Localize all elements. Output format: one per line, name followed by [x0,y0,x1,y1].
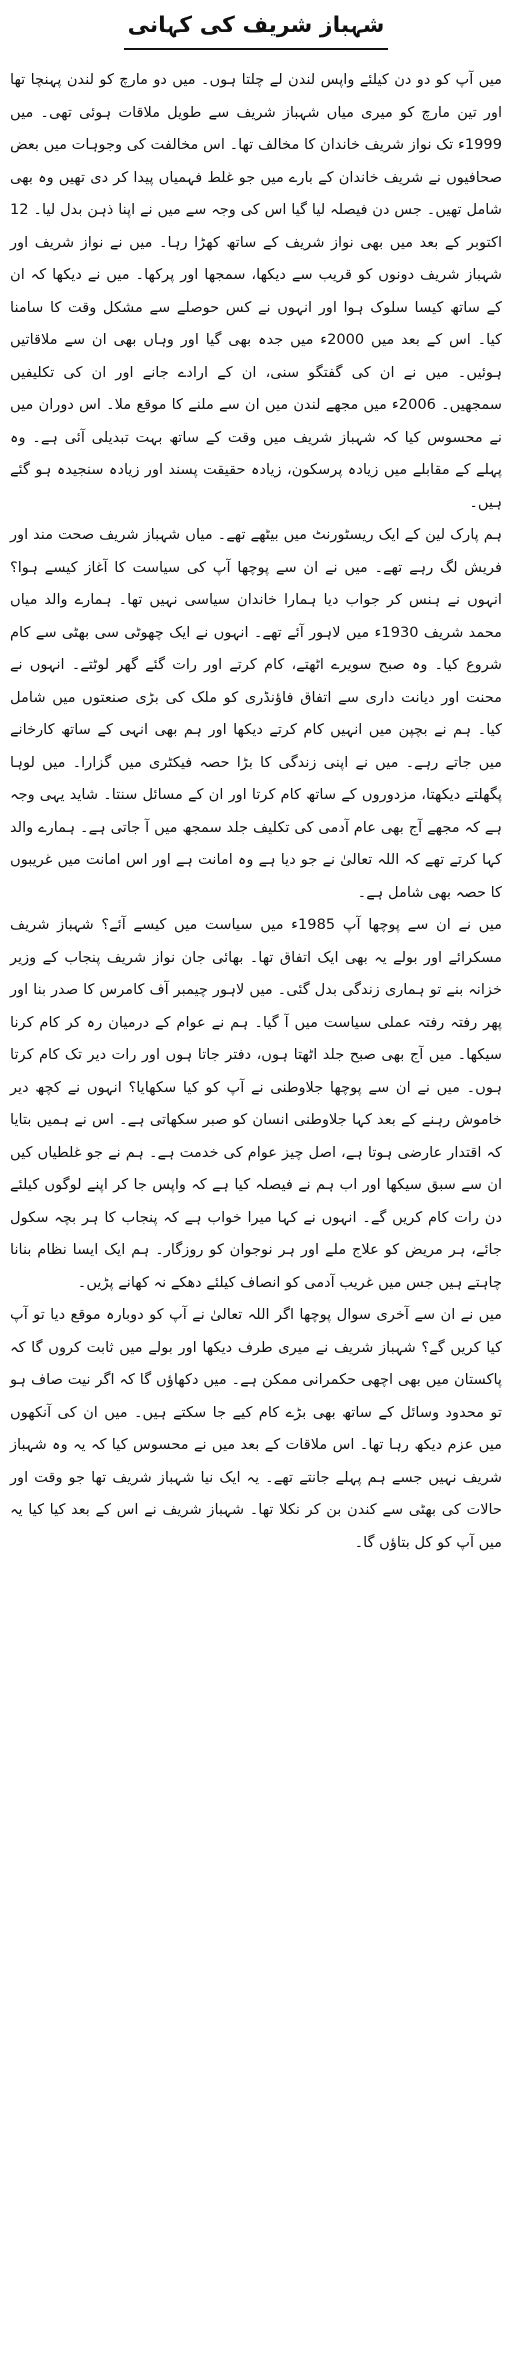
article-paragraph: ہم پارک لین کے ایک ریسٹورنٹ میں بیٹھے تھے۔ میاں شہباز شریف صحت مند اور فریش لگ رہے تھے۔ میں نے ان سے پوچھا آپ کی سیاست کا آغاز کیسے ہوا؟ انہوں نے ہنس کر جواب دیا ہمارا خاندان سیاسی نہیں تھا۔ ہمارے والد میاں محمد شریف 1930ء میں لاہور آئے تھے۔ انہوں نے ایک چھوٹی سی بھٹی سے کام شروع کیا۔ وہ صبح سویرے اٹھتے، کام کرتے اور رات گئے گھر لوٹتے۔ انہوں نے محنت اور دیانت داری سے اتفاق فاؤنڈری کو ملک کی بڑی صنعتوں میں شامل کیا۔ ہم نے بچپن میں انہیں کام کرتے دیکھا اور ہم بھی انہی کے ساتھ کارخانے میں جاتے رہے۔ میں نے اپنی زندگی کا بڑا حصہ فیکٹری میں گزارا۔ میں لوہا پگھلتے دیکھتا، مزدوروں کے ساتھ کام کرتا اور ان کے مسائل سنتا۔ شاید یہی وجہ ہے کہ مجھے آج بھی عام آدمی کی تکلیف جلد سمجھ میں آ جاتی ہے۔ ہمارے والد کہا کرتے تھے کہ اللہ تعالیٰ نے جو دیا ہے وہ امانت ہے اور اس امانت میں غریبوں کا حصہ بھی شامل ہے۔ [10,526,502,901]
article-title: شہباز شریف کی کہانی [124,6,389,50]
article-body [10,64,502,1559]
article-paragraph: میں نے ان سے آخری سوال پوچھا اگر اللہ تعالیٰ نے آپ کو دوبارہ موقع دیا تو آپ کیا کریں گے؟ شہباز شریف نے میری طرف دیکھا اور بولے میں ثابت کروں گا کہ پاکستان میں بھی اچھی حکمرانی ممکن ہے۔ میں دکھاؤں گا کہ اگر نیت صاف ہو تو محدود وسائل کے ساتھ بھی بڑے کام کیے جا سکتے ہیں۔ میں ان کی آنکھوں میں عزم دیکھ رہا تھا۔ اس ملاقات کے بعد میں نے محسوس کیا کہ یہ وہ شہباز شریف نہیں جسے ہم پہلے جانتے تھے۔ یہ ایک نیا شہباز شریف تھا جو وقت اور حالات کی بھٹی سے کندن بن کر نکلا تھا۔ شہباز شریف نے اس کے بعد کیا کیا یہ میں آپ کو کل بتاؤں گا۔ [10,1306,502,1551]
article-paragraph: میں آپ کو دو دن کیلئے واپس لندن لے چلتا ہوں۔ میں دو مارچ کو لندن پہنچا تھا اور تین مارچ کو میری میاں شہباز شریف سے طویل ملاقات ہوئی تھی۔ میں 1999ء تک نواز شریف خاندان کا مخالف تھا۔ اس مخالفت کی وجوہات میں بعض صحافیوں نے شریف خاندان کے بارے میں جو غلط فہمیاں پیدا کر دی تھیں وہ بھی شامل تھیں۔ جس دن فیصلہ لیا گیا اس کی وجہ سے میں نے اپنا ذہن بدل لیا۔ 12 اکتوبر کے بعد میں بھی نواز شریف کے ساتھ کھڑا رہا۔ میں نے نواز شریف اور شہباز شریف دونوں کو قریب سے دیکھا، سمجھا اور پرکھا۔ میں نے دیکھا کہ ان کے ساتھ کیسا سلوک ہوا اور انہوں نے کس حوصلے سے مشکل وقت کا سامنا کیا۔ اس کے بعد میں 2000ء میں جدہ بھی گیا اور وہاں بھی ان سے ملاقاتیں ہوئیں۔ میں نے ان کی گفتگو سنی، ان کے ارادے جانے اور ان کی تکلیفیں سمجھیں۔ 2006ء میں مجھے لندن میں ان سے ملنے کا موقع ملا۔ اس دوران میں نے محسوس کیا کہ شہباز شریف میں وقت کے ساتھ بہت تبدیلی آئی ہے۔ وہ پہلے کے مقابلے میں زیادہ پرسکون، زیادہ حقیقت پسند اور زیادہ سنجیدہ ہو گئے ہیں۔ [10,71,502,511]
article-paragraph: میں نے ان سے پوچھا آپ 1985ء میں سیاست میں کیسے آئے؟ شہباز شریف مسکرائے اور بولے یہ بھی ایک اتفاق تھا۔ بھائی جان نواز شریف پنجاب کے وزیر خزانہ بنے تو ہماری زندگی بدل گئی۔ میں لاہور چیمبر آف کامرس کا صدر بنا اور پھر رفتہ رفتہ عملی سیاست میں آ گیا۔ ہم نے عوام کے درمیان رہ کر کام کرنا سیکھا۔ میں آج بھی صبح جلد اٹھتا ہوں، دفتر جاتا ہوں اور رات دیر تک کام کرتا ہوں۔ میں نے ان سے پوچھا جلاوطنی نے آپ کو کیا سکھایا؟ انہوں نے کچھ دیر خاموش رہنے کے بعد کہا جلاوطنی انسان کو صبر سکھاتی ہے۔ اس نے ہمیں بتایا کہ اقتدار عارضی ہوتا ہے، اصل چیز عوام کی خدمت ہے۔ ہم نے جو غلطیاں کیں ان سے سبق سیکھا اور اب ہم نے فیصلہ کیا ہے کہ واپس جا کر اپنے لوگوں کیلئے دن رات کام کریں گے۔ انہوں نے کہا میرا خواب ہے کہ پنجاب کا ہر بچہ سکول جائے، ہر مریض کو علاج ملے اور ہر نوجوان کو روزگار۔ ہم ایک ایسا نظام بنانا چاہتے ہیں جس میں غریب آدمی کو انصاف کیلئے دھکے نہ کھانے پڑیں۔ [10,916,503,1291]
